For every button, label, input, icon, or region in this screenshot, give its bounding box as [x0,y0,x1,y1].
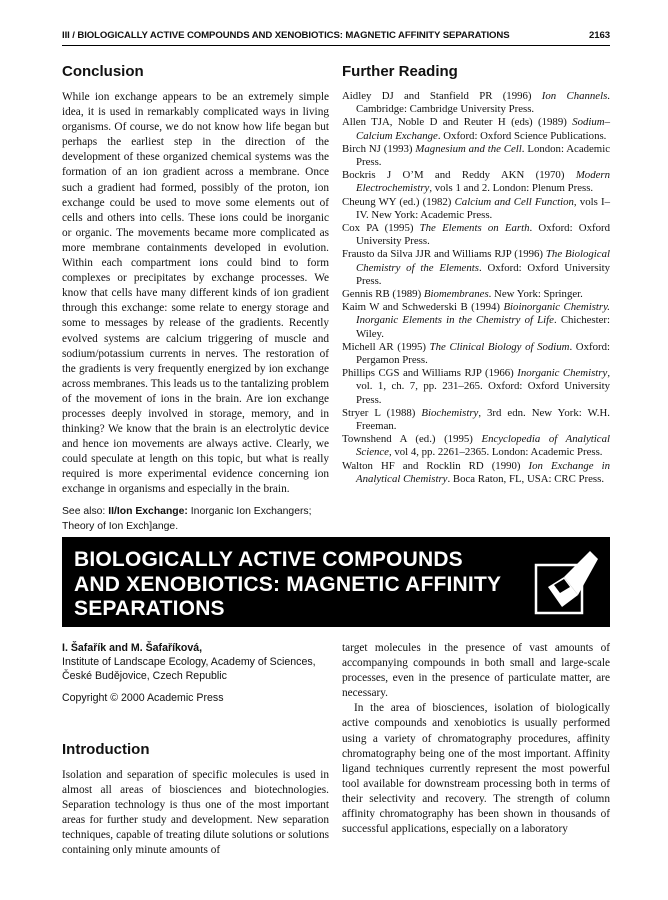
reference-item [342,288,610,301]
see-also-rest[interactable]: Inorganic Ion Exchangers; Theory of Ion Exch]ange. [62,505,312,532]
reference-title: Biochemistry [421,406,479,419]
reference-title: Ion Channels [541,90,608,102]
reference-authors: Bockris J O’M and Reddy AKN (1970) [342,169,576,182]
author-affiliation: Institute of Landscape Ecology, Academy of Sciences, České Budějovice, Czech Republic [62,656,316,682]
reference-publisher: . Oxford: Pergamon Press. [356,340,610,367]
reference-authors: Townshend A (ed.) (1995) [342,433,482,446]
reference-title: Calcium and Cell Function [454,195,574,208]
further-reading-column [342,63,610,486]
reference-authors: Stryer L (1988) [342,406,422,419]
see-also [62,504,329,534]
reference-item [342,90,610,116]
reference-publisher: . Oxford: Oxford University Press. [356,222,610,248]
reference-item [342,222,610,248]
conclusion-heading: Conclusion [62,63,144,80]
reference-authors: Michell AR (1995) [342,340,430,353]
reference-publisher: , 3rd edn. New York: W.H. Freeman. [356,406,610,433]
introduction-heading: Introduction [62,741,150,758]
reference-title: Bioinorganic Chemistry. Inorganic Elements in the Chemistry of Life [356,301,611,327]
introduction-paragraph: Isolation and separation of specific molecules is used in almost all areas of biosciences and biotechnologies. Separation technology is thus one of the most important areas for further study and development. New separation techniques, capable of treating dilute solutions or solutions containing only minute amounts of [62,769,329,857]
reference-authors: Kaim W and Schwederski B (1994) [342,301,504,314]
reference-publisher: , vols 1 and 2. London: Plenum Press. [429,182,594,195]
reference-item [342,367,610,407]
conclusion-column [62,63,329,534]
reference-authors: Gennis RB (1989) [342,288,424,301]
reference-item [342,407,610,433]
reference-title: Ion Exchange in Analytical Chemistry [356,459,610,485]
reference-title: Magnesium and the Cell [415,142,522,155]
reference-item [342,433,610,459]
running-header [62,30,610,46]
reference-list [342,90,610,486]
reference-title: Modern Electrochemistry [356,169,610,195]
further-reading-heading: Further Reading [342,63,458,80]
running-title: III / BIOLOGICALLY ACTIVE COMPOUNDS AND XENOBIOTICS: MAGNETIC AFFINITY SEPARATIONS [62,30,510,41]
reference-publisher: . Boca Raton, FL, USA: CRC Press. [447,472,605,485]
reference-authors: Birch NJ (1993) [342,142,416,155]
reference-title: The Elements on Earth [419,222,530,235]
article-left-column [62,641,329,859]
publisher-logo-icon [534,545,600,617]
reference-authors: Cheung WY (ed.) (1982) [342,195,455,208]
reference-authors: Frausto da Silva JJR and Williams RJP (1996) [342,248,546,261]
reference-item [342,248,610,288]
see-also-label: See also: [62,505,106,517]
article-title-banner [62,537,610,627]
introduction-paragraph-2: In the area of biosciences, isolation of biologically active compounds and xenobiotics is usually performed using a variety of chromatography procedures, affinity chromatography being one of the most important. Affinity ligand techniques currently represent the most powerful tool available for downstream processing both in terms of their selectivity and recovery. The strength of column affinity chromatography has been shown in thousands of successful applications, especially on a laboratory [342,702,610,836]
page-number: 2163 [589,30,610,41]
author-names: I. Šafařík and M. Šafaříková, [62,642,203,654]
see-also-link[interactable]: II/Ion Exchange: [108,505,188,517]
reference-publisher: . Oxford: Oxford University Press. [356,261,610,287]
reference-publisher: . London: Academic Press. [356,142,610,169]
reference-authors: Walton HF and Rocklin RD (1990) [342,459,529,472]
reference-publisher: , vol 4, pp. 2261–2365. London: Academic Press. [388,446,603,459]
reference-item [342,116,610,142]
reference-publisher: . Oxford: Oxford Science Publications. [437,129,607,142]
reference-item [342,169,610,195]
reference-item [342,196,610,222]
reference-title: Biomembranes [423,288,489,301]
reference-item [342,341,610,367]
article-title: BIOLOGICALLY ACTIVE COMPOUNDS AND XENOBIOTICS: MAGNETIC AFFINITY SEPARATIONS [74,548,501,620]
reference-publisher: . New York: Springer. [488,288,583,301]
reference-title: Encyclopedia of Analytical Science [356,433,610,459]
introduction-continued: target molecules in the presence of vast amounts of accompanying compounds in both small and large-scale processes, even in the presence of particulate matter, are necessary. [342,642,610,700]
reference-publisher: . Chichester: Wiley. [356,314,610,340]
copyright-line: Copyright © 2000 Academic Press [62,692,224,704]
reference-item [342,301,610,341]
reference-publisher: , vol. 1, ch. 7, pp. 231–265. Oxford: Oxford University Press. [356,367,611,406]
reference-publisher: , vols I–IV. New York: Academic Press. [356,195,610,221]
article-right-column [342,641,610,837]
reference-title: The Clinical Biology of Sodium [429,340,570,353]
reference-publisher: . Cambridge: Cambridge University Press. [356,90,610,116]
reference-item [342,143,610,169]
reference-authors: Cox PA (1995) [342,222,420,235]
reference-title: Sodium–Calcium Exchange [356,116,610,142]
author-block [62,641,329,683]
reference-title: Inorganic Chemistry [517,367,608,380]
reference-item [342,460,610,486]
reference-authors: Allen TJA, Noble D and Reuter H (eds) (1989) [342,116,573,129]
reference-authors: Phillips CGS and Williams RJP (1966) [342,367,518,380]
conclusion-paragraph: While ion exchange appears to be an extremely simple idea, it is used in remarkably complicated ways in living organisms. Of course, we do not know how life began but perhaps the earliest step in the direction of the development of these organized chemical systems was the formation of an ion gradient across a membrane. Once such a gradient had formed, possibly of the proton, ion exchange could be used to move some elements out of cells and others into cells. These ions could be inorganic or organic. The movements became more complicated as more membrane containments developed in evolution. Within each compartment ions could bind to form complexes or precipitates by exchange processes. We know that cells have many different kinds of ion gradient through this exchange: some relate to energy storage and some to messages by release of the gradients. Recently evolved systems are calcium triggering of muscle and sodium/potassium currents in nerves. The restoration of the gradients is very frequently energized by ion exchange across membranes. This leads us to the tantalizing problem of the movement of ions in the brain. Are ion exchange processes deeply involved in storage, memory, and in thinking? We know that the brain is an electrolytic device and hence ion movements are always active. Clearly, we could speculate at length on this topic, but what is really required is more experimental evidence concerning ion exchange in organisms and especially in the brain. [62,91,329,496]
reference-title: The Biological Chemistry of the Elements [356,248,610,274]
reference-authors: Aidley DJ and Stanfield PR (1996) [342,90,542,102]
